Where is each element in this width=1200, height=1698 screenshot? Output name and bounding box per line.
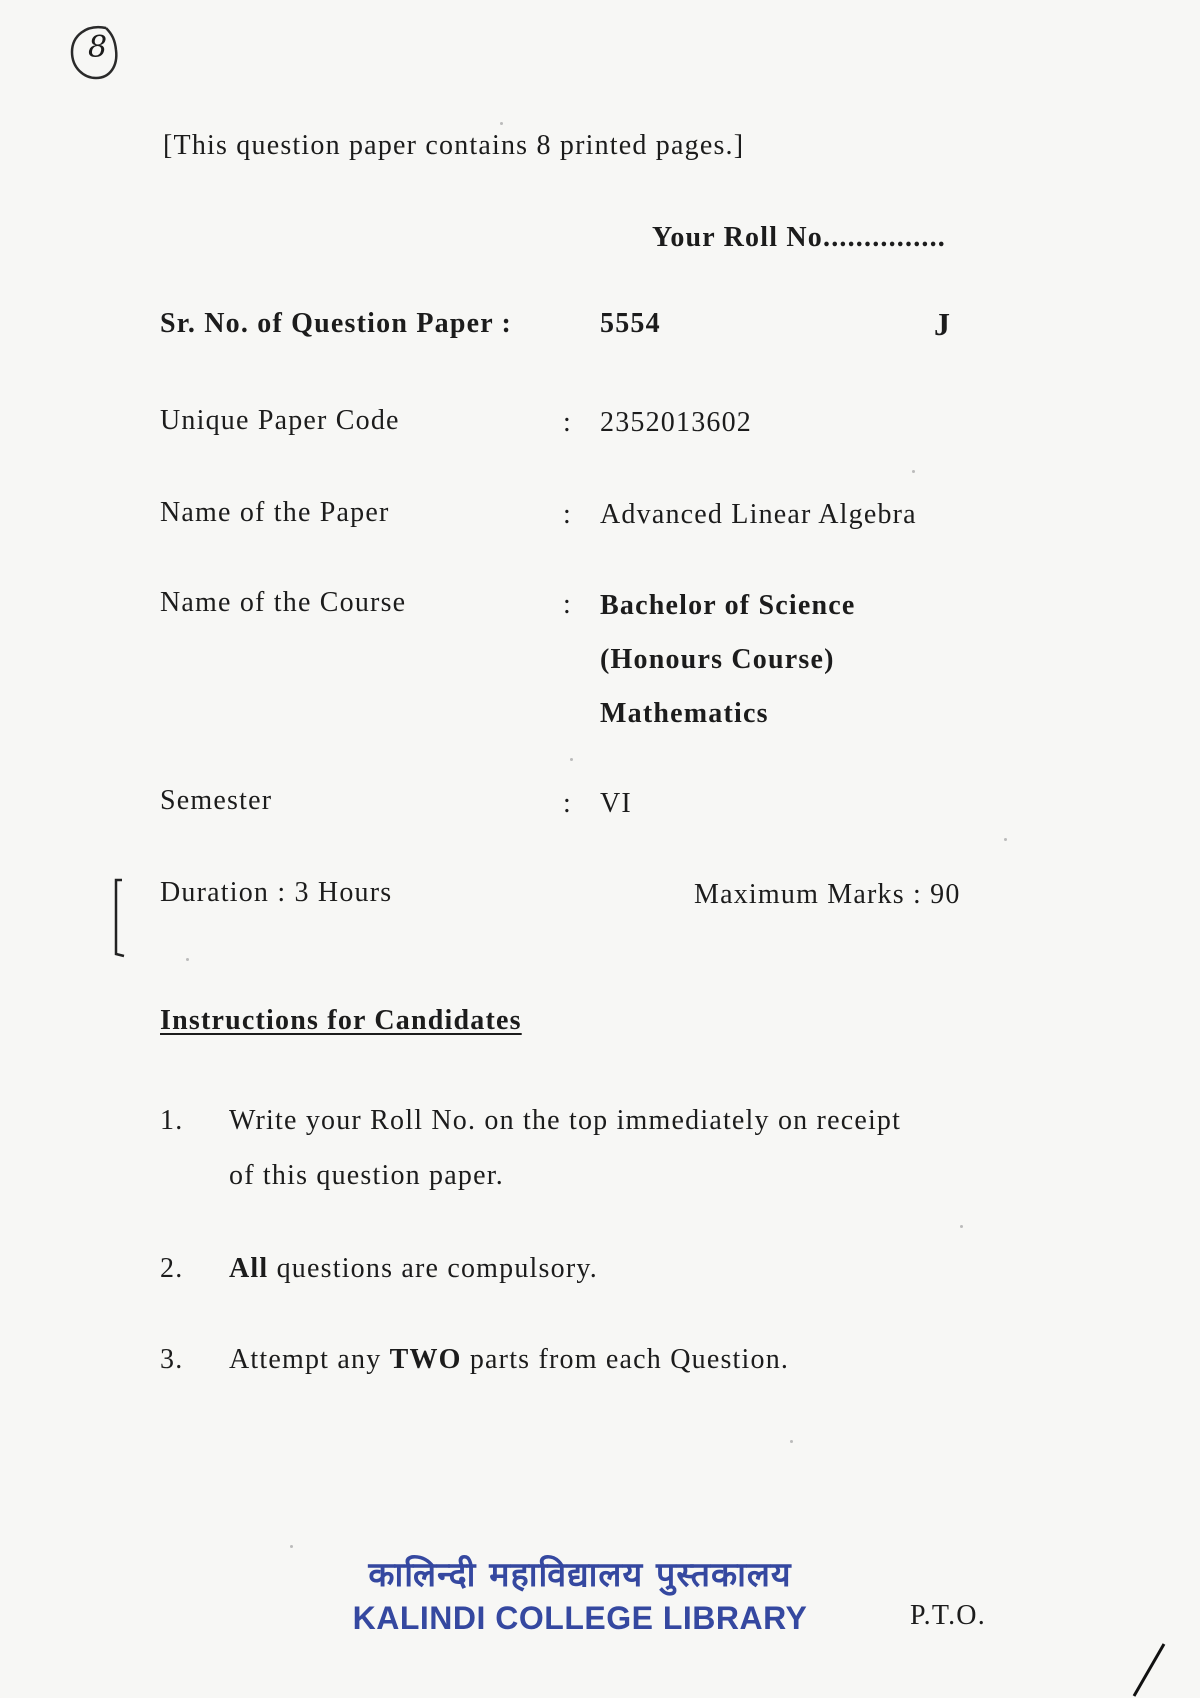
instruction-pre: Attempt any bbox=[229, 1344, 390, 1375]
field-colon: : bbox=[563, 407, 571, 438]
field-value-paper: Advanced Linear Algebra bbox=[600, 499, 917, 530]
field-label-upc: Unique Paper Code bbox=[160, 405, 400, 436]
field-value-course-line: Bachelor of Science bbox=[600, 590, 856, 621]
page-mark: 8 bbox=[88, 30, 108, 65]
page-mark-circle bbox=[66, 22, 124, 82]
instruction-number: 3. bbox=[160, 1344, 184, 1375]
scan-speck bbox=[500, 122, 503, 125]
instruction-rest: parts from each Question. bbox=[461, 1344, 790, 1375]
instruction-text: of this question paper. bbox=[229, 1160, 504, 1191]
sr-no-label: Sr. No. of Question Paper : bbox=[160, 308, 513, 339]
field-label-paper: Name of the Paper bbox=[160, 497, 390, 528]
field-label-semester: Semester bbox=[160, 785, 273, 816]
scan-speck bbox=[912, 470, 915, 473]
instruction-number: 2. bbox=[160, 1253, 184, 1284]
roll-no: Your Roll No............... bbox=[652, 222, 947, 253]
field-colon: : bbox=[563, 788, 571, 819]
stamp-hindi: कालिन्दी महाविद्यालय पुस्तकालय bbox=[368, 1555, 792, 1595]
scan-speck bbox=[570, 758, 573, 761]
scan-speck bbox=[290, 1545, 293, 1548]
instruction-number: 1. bbox=[160, 1105, 184, 1136]
scan-speck bbox=[790, 1440, 793, 1443]
instruction-emphasis: All bbox=[229, 1253, 269, 1284]
sr-no-value: 5554 bbox=[600, 308, 661, 339]
max-marks: Maximum Marks : 90 bbox=[694, 879, 961, 910]
instruction-text bbox=[229, 1253, 598, 1285]
margin-bracket-icon bbox=[112, 878, 126, 958]
duration: Duration : 3 Hours bbox=[160, 877, 393, 908]
scan-speck bbox=[186, 958, 189, 961]
scan-speck bbox=[960, 1225, 963, 1228]
field-value-upc: 2352013602 bbox=[600, 407, 752, 438]
paper-set: J bbox=[934, 306, 952, 342]
instruction-text: Write your Roll No. on the top immediately on receipt bbox=[229, 1105, 902, 1136]
instruction-text bbox=[229, 1344, 789, 1376]
field-colon: : bbox=[563, 499, 571, 530]
field-value-course-line: (Honours Course) bbox=[600, 644, 835, 675]
instruction-rest: questions are compulsory. bbox=[268, 1253, 598, 1284]
stamp-english: KALINDI COLLEGE LIBRARY bbox=[352, 1600, 808, 1636]
field-value-course-line: Mathematics bbox=[600, 698, 769, 729]
field-label-course: Name of the Course bbox=[160, 587, 407, 618]
field-colon: : bbox=[563, 589, 571, 620]
instruction-emphasis: TWO bbox=[389, 1344, 462, 1375]
instructions-heading: Instructions for Candidates bbox=[160, 1005, 522, 1036]
scan-speck bbox=[1004, 838, 1007, 841]
field-value-semester: VI bbox=[600, 788, 632, 819]
pto: P.T.O. bbox=[910, 1600, 986, 1631]
library-stamp bbox=[340, 1550, 820, 1637]
pen-stroke-icon bbox=[1120, 1640, 1170, 1698]
header-note: [This question paper contains 8 printed pages.] bbox=[163, 130, 745, 161]
